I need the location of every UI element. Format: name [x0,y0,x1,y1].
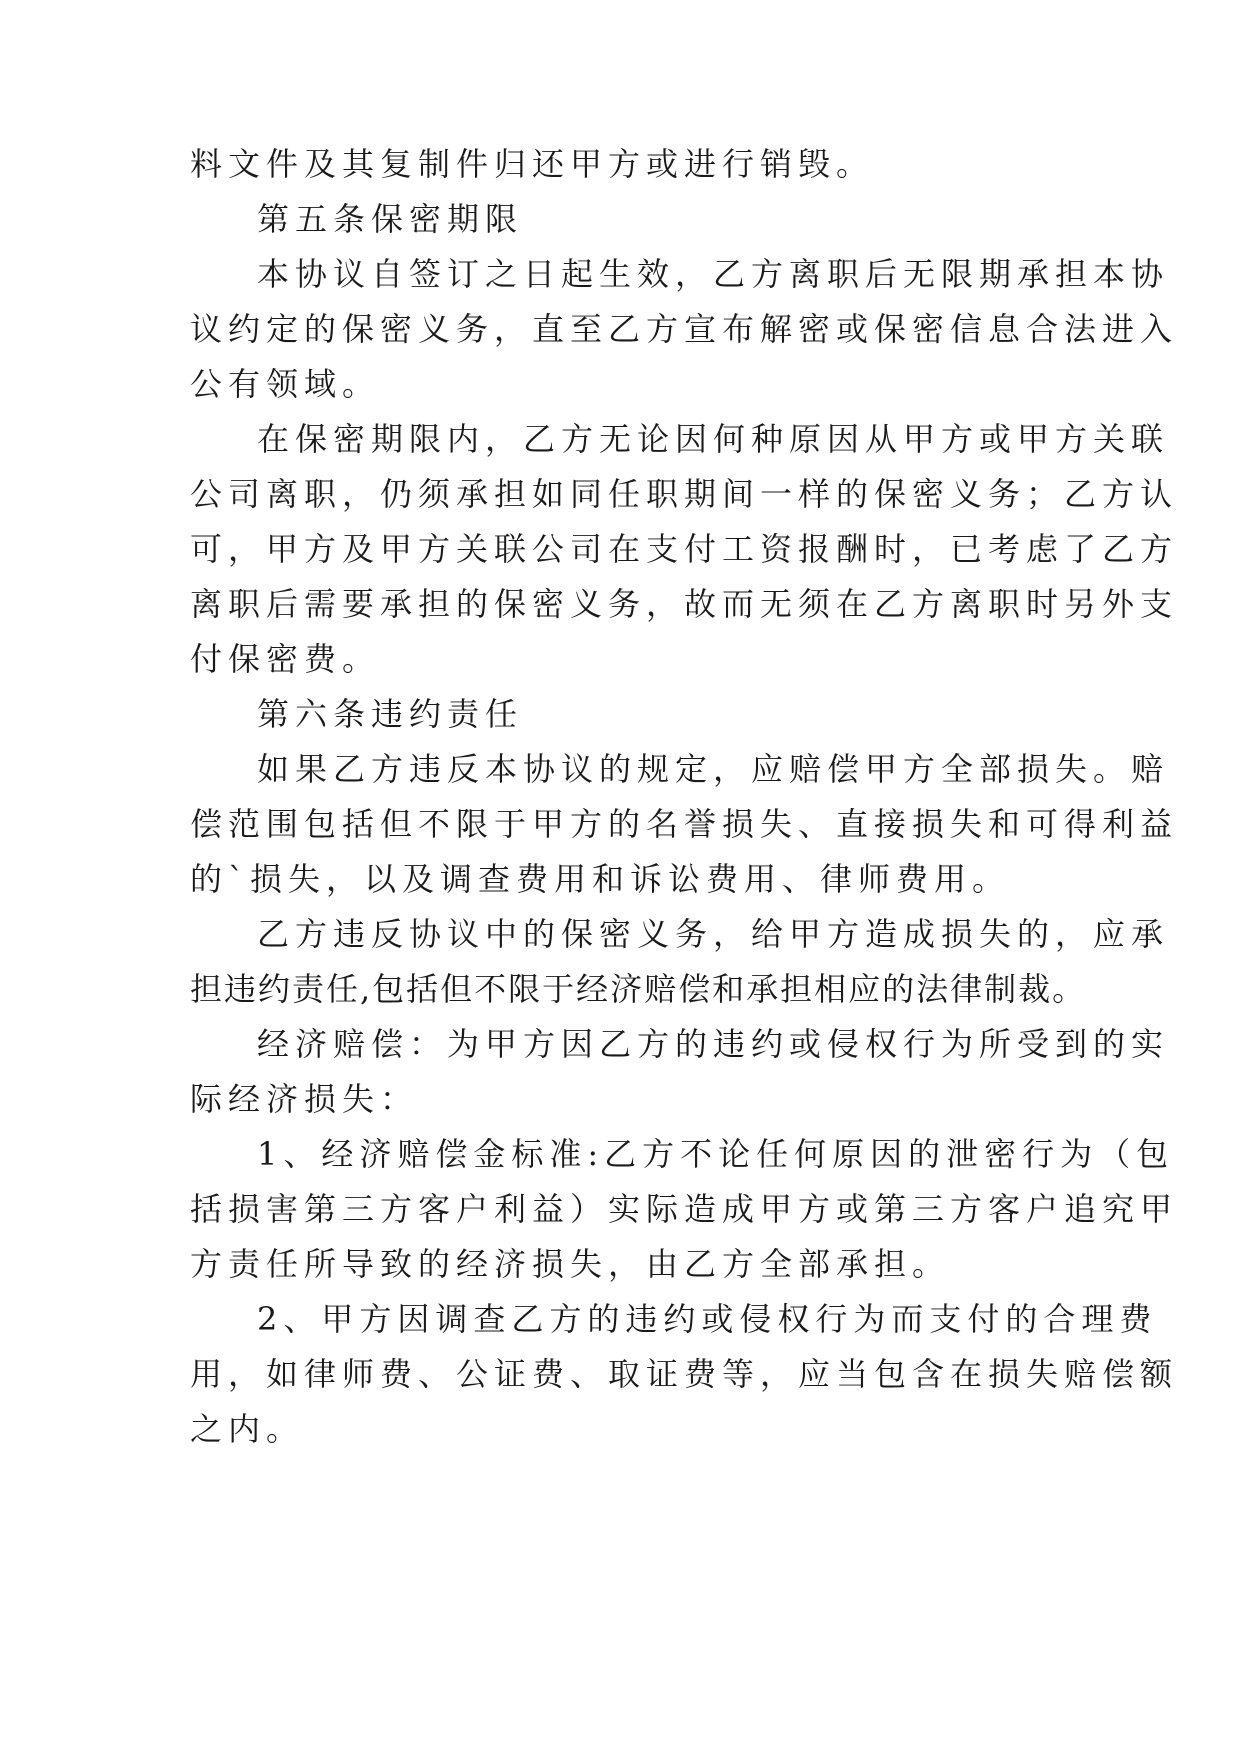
paragraph-line: 1、经济赔偿金标准:乙方不论任何原因的泄密行为（包 [257,1135,1175,1173]
paragraph-line: 公司离职，仍须承担如同任职期间一样的保密义务；乙方认 [190,475,1179,513]
paragraph-line: 偿范围包括但不限于甲方的名誉损失、直接损失和可得利益 [190,805,1179,843]
paragraph-line: 如果乙方违反本协议的规定，应赔偿甲方全部损失。赔 [257,750,1170,788]
paragraph-line: 公有领域。 [190,365,381,403]
paragraph-line: 之内。 [190,1410,305,1448]
paragraph-line: 可，甲方及甲方关联公司在支付工资报酬时，已考虑了乙方 [190,530,1179,568]
paragraph-line: 方责任所导致的经济损失，由乙方全部承担。 [190,1245,951,1283]
section-heading: 第五条保密期限 [257,200,524,238]
paragraph-line: 的`损失，以及调查费用和诉讼费用、律师费用。 [190,860,1011,898]
paragraph-line: 本协议自签订之日起生效，乙方离职后无限期承担本协 [257,255,1170,293]
paragraph-line: 担违约责任,包括但不限于经济赔偿和承担相应的法律制裁。 [190,970,1087,1008]
paragraph-line: 议约定的保密义务，直至乙方宣布解密或保密信息合法进入 [190,310,1179,348]
section-heading: 第六条违约责任 [257,695,524,733]
paragraph-line: 括损害第三方客户利益）实际造成甲方或第三方客户追究甲 [190,1190,1179,1228]
paragraph-line: 2、甲方因调查乙方的违约或侵权行为而支付的合理费 [257,1300,1158,1338]
paragraph-line: 离职后需要承担的保密义务，故而无须在乙方离职时另外支 [190,585,1179,623]
paragraph-line: 乙方违反协议中的保密义务，给甲方造成损失的，应承 [257,915,1170,953]
paragraph-line: 料文件及其复制件归还甲方或进行销毁。 [190,145,875,183]
paragraph-line: 付保密费。 [190,640,381,678]
paragraph-line: 在保密期限内，乙方无论因何种原因从甲方或甲方关联 [257,420,1170,458]
paragraph-line: 经济赔偿：为甲方因乙方的违约或侵权行为所受到的实 [257,1025,1170,1063]
paragraph-line: 际经济损失： [190,1080,419,1118]
paragraph-line: 用，如律师费、公证费、取证费等，应当包含在损失赔偿额 [190,1355,1179,1393]
